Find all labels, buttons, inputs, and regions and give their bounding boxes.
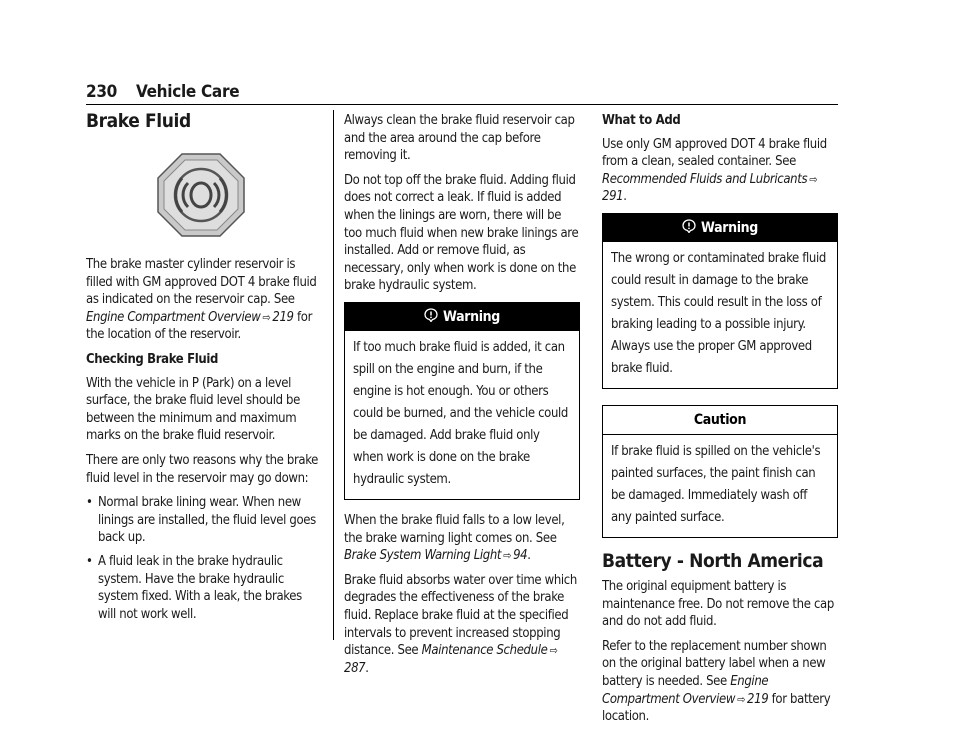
ref-page-94[interactable]: 94	[513, 548, 528, 564]
checking-brake-fluid-heading: Checking Brake Fluid	[86, 351, 219, 367]
warning-box-overfill	[344, 302, 580, 500]
caution-box	[602, 405, 838, 538]
list-item: • Normal brake lining wear. When new linings are installed, the fluid level goes back up.	[86, 494, 322, 547]
page-ref-arrow-icon: ⇨	[737, 692, 746, 706]
warning-icon	[682, 215, 696, 243]
clean-cap-paragraph: Always clean the brake fluid reservoir cap and the area around the cap before removing it.	[344, 113, 575, 164]
column-1	[86, 110, 322, 630]
ref-page-287[interactable]: 287	[344, 660, 366, 676]
page-ref-arrow-icon: ⇨	[262, 310, 271, 324]
warning-header: Warning	[345, 303, 579, 331]
battery-maintenance-paragraph: The original equipment battery is maintenance free. Do not remove the cap and do not add fluid.	[602, 578, 834, 630]
brake-fluid-intro: The brake master cylinder reservoir is filled with GM approved DOT 4 brake fluid as indicated on the reservoir cap. See Engine Compartment Overview ⇨ 219 for the location of the reservoir.	[86, 257, 317, 343]
ref-engine-compartment-overview[interactable]: Engine Compartment Overview	[602, 673, 769, 707]
ref-page-219[interactable]: 219	[747, 691, 769, 707]
header-rule	[86, 104, 838, 105]
ref-page-291[interactable]: 291	[602, 189, 624, 205]
page-ref-arrow-icon: ⇨	[503, 549, 512, 563]
reasons-list	[86, 494, 322, 623]
ref-engine-compartment-overview[interactable]: Engine Compartment Overview	[86, 309, 261, 325]
section-title-battery: Battery - North America	[602, 549, 824, 572]
what-to-add-paragraph: Use only GM approved DOT 4 brake fluid from a clean, sealed container. See Recommended Fluids and Lubricants ⇨291.	[602, 136, 827, 205]
list-item: • A fluid leak in the brake hydraulic system. Have the brake hydraulic system fixed. With a leak, the brakes will not work well.	[86, 553, 322, 623]
brake-fluid-reservoir-cap-icon	[156, 152, 246, 238]
warning-icon	[424, 304, 438, 332]
reasons-paragraph: There are only two reasons why the brake fluid level in the reservoir may go down:	[86, 452, 319, 486]
warning-header: Warning	[603, 214, 837, 242]
warning-box-wrong-fluid	[602, 213, 838, 389]
chapter-title: Vehicle Care	[136, 82, 240, 102]
page-ref-arrow-icon: ⇨	[809, 172, 818, 186]
column-2	[344, 112, 580, 684]
page-header	[86, 82, 838, 106]
low-level-paragraph: When the brake fluid falls to a low level, the brake warning light comes on. See Brake System Warning Light ⇨ 94.	[344, 512, 565, 564]
checking-paragraph: With the vehicle in P (Park) on a level surface, the brake fluid level should be between the minimum and maximum marks on the brake fluid reservoir.	[86, 375, 300, 444]
ref-brake-system-warning-light[interactable]: Brake System Warning Light	[344, 548, 502, 564]
page-ref-arrow-icon: ⇨	[549, 644, 558, 658]
warning-text: If too much brake fluid is added, it can spill on the engine and burn, if the engine is hot enough. You or others could be burned, and the vehicle could be damaged. Add brake fluid only when work is done on the brake hydraulic system.	[353, 339, 568, 487]
page-number: 230	[86, 82, 118, 102]
ref-page-219[interactable]: 219	[272, 309, 294, 325]
what-to-add-heading: What to Add	[602, 113, 681, 128]
column-3	[602, 112, 838, 733]
battery-replacement-paragraph: Refer to the replacement number shown on the original battery label when a new battery is needed. See Engine Compartment Overview ⇨ 219 for battery location.	[602, 638, 831, 725]
caution-header: Caution	[603, 406, 837, 434]
column-divider	[333, 110, 334, 640]
section-title-brake-fluid: Brake Fluid	[86, 110, 191, 132]
ref-maintenance-schedule[interactable]: Maintenance Schedule	[421, 643, 548, 659]
caution-text: If brake fluid is spilled on the vehicle's painted surfaces, the paint finish can be damaged. Immediately wash off any painted surface.	[603, 434, 837, 537]
ref-recommended-fluids[interactable]: Recommended Fluids and Lubricants	[602, 171, 808, 187]
warning-text: The wrong or contaminated brake fluid could result in damage to the brake system. This could result in the loss of braking leading to a possible injury. Always use the proper GM approved brake fluid.	[611, 250, 826, 376]
absorbs-water-paragraph: Brake fluid absorbs water over time which degrades the effectiveness of the brake fluid. Replace brake fluid at the specified intervals to prevent increased stopping distance. See Maintenance Schedule ⇨287.	[344, 572, 577, 676]
top-off-paragraph: Do not top off the brake fluid. Adding fluid does not correct a leak. If fluid is added when the linings are worn, there will be too much fluid when new brake linings are installed. Add or remove fluid, as necessary, only when work is done on the brake hydraulic system.	[344, 172, 579, 294]
